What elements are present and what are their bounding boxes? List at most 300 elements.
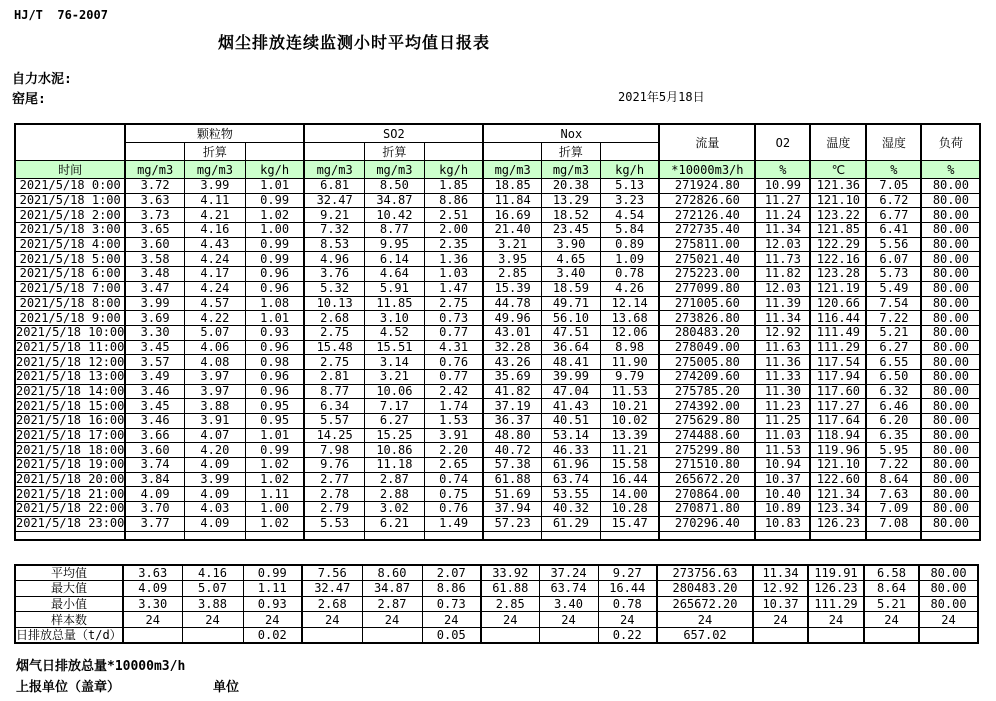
summary-value-cell: 24	[864, 612, 919, 628]
summary-value-cell: 24	[123, 612, 182, 628]
value-cell: 12.03	[755, 237, 810, 252]
value-cell: 3.21	[483, 237, 541, 252]
value-cell: 7.08	[866, 516, 921, 531]
time-cell: 2021/5/18 21:00	[16, 486, 125, 501]
summary-value-cell: 8.60	[362, 565, 422, 581]
empty-cell	[304, 531, 364, 540]
value-cell: 0.98	[245, 355, 304, 370]
value-cell: 271005.60	[659, 296, 755, 311]
value-cell: 10.28	[600, 502, 659, 517]
value-cell: 43.26	[483, 355, 541, 370]
value-cell: 5.84	[600, 223, 659, 238]
value-cell: 271510.80	[659, 458, 755, 473]
summary-value-cell: 63.74	[539, 581, 598, 597]
value-cell: 120.66	[810, 296, 866, 311]
summary-value-cell: 8.86	[422, 581, 481, 597]
value-cell: 121.10	[810, 193, 866, 208]
table-row	[15, 311, 980, 326]
value-cell: 1.36	[424, 252, 483, 267]
summary-value-cell: 5.07	[182, 581, 243, 597]
value-cell: 4.65	[541, 252, 600, 267]
value-cell: 1.47	[424, 281, 483, 296]
value-cell: 48.80	[483, 428, 541, 443]
value-cell: 80.00	[921, 252, 980, 267]
value-cell: 14.00	[600, 487, 659, 502]
table-row	[15, 565, 978, 581]
value-cell: 11.23	[755, 399, 810, 414]
value-cell: 4.52	[364, 325, 424, 340]
time-cell: 2021/5/18 15:00	[16, 398, 125, 413]
value-cell: 4.06	[184, 340, 245, 355]
value-cell: 8.53	[304, 237, 364, 252]
empty-cell	[245, 531, 304, 540]
value-cell: 117.60	[810, 384, 866, 399]
value-cell: 280483.20	[659, 325, 755, 340]
value-cell: 0.96	[245, 369, 304, 384]
value-cell: 47.51	[541, 325, 600, 340]
value-cell: 123.22	[810, 208, 866, 223]
value-cell: 4.11	[184, 193, 245, 208]
value-cell: 11.39	[755, 296, 810, 311]
value-cell: 11.30	[755, 384, 810, 399]
value-cell: 1.08	[245, 296, 304, 311]
value-cell: 4.09	[184, 458, 245, 473]
value-cell: 11.84	[483, 193, 541, 208]
value-cell: 6.77	[866, 208, 921, 223]
value-cell: 0.93	[245, 325, 304, 340]
value-cell: 47.04	[541, 384, 600, 399]
empty-cell	[755, 531, 810, 540]
value-cell: 20.38	[541, 179, 600, 194]
time-cell: 2021/5/18 11:00	[16, 340, 125, 354]
value-cell: 116.44	[810, 311, 866, 326]
value-cell: 6.72	[866, 193, 921, 208]
value-cell: 1.09	[600, 252, 659, 267]
value-cell: 4.03	[184, 502, 245, 517]
value-cell: 12.06	[600, 325, 659, 340]
value-cell: 4.24	[184, 252, 245, 267]
value-cell: 6.32	[866, 384, 921, 399]
value-cell: 1.85	[424, 179, 483, 194]
time-cell: 2021/5/18 4:00	[15, 237, 125, 252]
value-cell: 7.05	[866, 179, 921, 194]
value-cell: 56.10	[541, 311, 600, 326]
value-cell: 11.53	[600, 384, 659, 399]
value-cell: 0.73	[424, 311, 483, 326]
value-cell: 4.22	[184, 311, 245, 326]
summary-label-cell: 最小值	[15, 596, 123, 612]
col-header-flow: 流量	[659, 124, 755, 161]
value-cell: 8.98	[600, 340, 659, 355]
value-cell: 6.20	[866, 414, 921, 429]
summary-label-cell: 样本数	[15, 612, 123, 628]
table-row	[15, 428, 980, 443]
table-row	[15, 267, 980, 282]
value-cell: 6.35	[866, 428, 921, 443]
time-cell: 2021/5/18 5:00	[15, 252, 125, 267]
value-cell: 275005.80	[659, 355, 755, 370]
value-cell: 7.09	[866, 502, 921, 517]
unit-cell: *10000m3/h	[659, 161, 755, 179]
value-cell: 5.56	[866, 237, 921, 252]
value-cell: 6.21	[364, 516, 424, 531]
flue-gas-total-note: 烟气日排放总量*10000m3/h	[16, 659, 186, 674]
page-title: 烟尘排放连续监测小时平均值日报表	[218, 33, 491, 52]
value-cell: 4.09	[184, 487, 245, 502]
value-cell: 39.99	[541, 369, 600, 384]
summary-value-cell: 33.92	[481, 565, 539, 581]
empty-cell	[600, 531, 659, 540]
unit-cell: %	[755, 161, 810, 179]
summary-value-cell: 24	[753, 612, 808, 628]
value-cell: 3.23	[600, 193, 659, 208]
table-row	[15, 596, 978, 612]
value-cell: 46.33	[541, 443, 600, 458]
value-cell: 13.68	[600, 311, 659, 326]
value-cell: 48.41	[541, 355, 600, 370]
value-cell: 1.02	[245, 458, 304, 473]
summary-value-cell: 0.78	[598, 596, 657, 612]
summary-value-cell: 280483.20	[657, 581, 753, 597]
value-cell: 1.00	[245, 502, 304, 517]
value-cell: 8.64	[866, 472, 921, 487]
value-cell: 0.99	[245, 193, 304, 208]
summary-value-cell: 273756.63	[657, 565, 753, 581]
empty-cell	[364, 531, 424, 540]
col-header-humidity: 湿度	[866, 124, 921, 161]
empty-cell	[15, 531, 125, 540]
value-cell: 111.49	[810, 325, 866, 340]
value-cell: 3.14	[364, 355, 424, 370]
table-row	[15, 516, 980, 531]
summary-value-cell: 12.92	[753, 581, 808, 597]
value-cell: 0.74	[424, 472, 483, 487]
value-cell: 3.60	[125, 443, 184, 458]
value-cell: 0.75	[424, 487, 483, 502]
summary-value-cell	[302, 627, 362, 643]
value-cell: 10.94	[755, 458, 810, 473]
summary-value-cell: 265672.20	[657, 596, 753, 612]
unit-cell: mg/m3	[541, 161, 600, 179]
summary-value-cell: 2.07	[422, 565, 481, 581]
value-cell: 5.49	[866, 281, 921, 296]
value-cell: 275785.20	[659, 384, 755, 399]
value-cell: 15.39	[483, 281, 541, 296]
value-cell: 121.19	[810, 281, 866, 296]
summary-value-cell: 0.02	[243, 627, 302, 643]
value-cell: 80.00	[921, 472, 980, 487]
value-cell: 122.60	[810, 472, 866, 487]
value-cell: 10.86	[364, 443, 424, 458]
value-cell: 10.13	[304, 296, 364, 311]
value-cell: 3.40	[541, 267, 600, 282]
value-cell: 2.20	[424, 443, 483, 458]
value-cell: 1.01	[245, 428, 304, 443]
summary-value-cell: 80.00	[919, 581, 978, 597]
reporting-unit-label: 上报单位（盖章）	[16, 680, 121, 695]
table-row	[15, 325, 980, 340]
value-cell: 11.03	[755, 428, 810, 443]
summary-value-cell: 0.73	[422, 596, 481, 612]
value-cell: 10.02	[600, 414, 659, 429]
value-cell: 2.65	[424, 458, 483, 473]
value-cell: 4.31	[424, 340, 483, 355]
value-cell: 43.01	[483, 325, 541, 340]
value-cell: 80.00	[921, 399, 980, 414]
value-cell: 2.85	[483, 267, 541, 282]
value-cell: 5.13	[600, 179, 659, 194]
value-cell: 0.99	[245, 443, 304, 458]
summary-value-cell: 24	[182, 612, 243, 628]
value-cell: 40.51	[541, 414, 600, 429]
value-cell: 0.77	[424, 325, 483, 340]
value-cell: 2.88	[364, 487, 424, 502]
value-cell: 12.03	[755, 281, 810, 296]
time-cell: 2021/5/18 7:00	[15, 281, 125, 296]
table-row	[15, 223, 980, 238]
value-cell: 117.27	[810, 399, 866, 414]
table-row	[15, 458, 980, 473]
summary-value-cell: 126.23	[808, 581, 864, 597]
value-cell: 0.77	[424, 369, 483, 384]
value-cell: 3.99	[125, 296, 184, 311]
summary-value-cell: 657.02	[657, 627, 753, 643]
value-cell: 5.91	[364, 281, 424, 296]
value-cell: 15.25	[364, 428, 424, 443]
value-cell: 3.63	[125, 193, 184, 208]
value-cell: 80.00	[921, 369, 980, 384]
time-cell: 2021/5/18 23:00	[16, 516, 125, 531]
time-cell: 2021/5/18 14:00	[16, 384, 125, 398]
value-cell: 10.89	[755, 502, 810, 517]
value-cell: 80.00	[921, 355, 980, 370]
value-cell: 23.45	[541, 223, 600, 238]
value-cell: 278049.00	[659, 340, 755, 355]
summary-value-cell: 32.47	[302, 581, 362, 597]
summary-value-cell: 0.93	[243, 596, 302, 612]
value-cell: 18.52	[541, 208, 600, 223]
summary-label-cell: 日排放总量（t/d）	[16, 627, 122, 642]
unit-cell: kg/h	[600, 161, 659, 179]
value-cell: 4.17	[184, 267, 245, 282]
value-cell: 12.92	[755, 325, 810, 340]
value-cell: 3.48	[125, 267, 184, 282]
summary-value-cell: 24	[598, 612, 657, 628]
value-cell: 2.81	[304, 369, 364, 384]
table-row	[15, 487, 980, 502]
value-cell: 14.25	[304, 428, 364, 443]
value-cell: 7.54	[866, 296, 921, 311]
empty-row	[15, 531, 980, 540]
value-cell: 2.87	[364, 472, 424, 487]
value-cell: 80.00	[921, 502, 980, 517]
value-cell: 275299.80	[659, 443, 755, 458]
value-cell: 61.29	[541, 516, 600, 531]
value-cell: 11.63	[755, 340, 810, 355]
table-row	[15, 296, 980, 311]
value-cell: 273826.80	[659, 311, 755, 326]
value-cell: 16.44	[600, 472, 659, 487]
value-cell: 40.32	[541, 502, 600, 517]
value-cell: 2.75	[304, 355, 364, 370]
value-cell: 11.85	[364, 296, 424, 311]
value-cell: 10.06	[364, 384, 424, 399]
value-cell: 270296.40	[659, 516, 755, 531]
value-cell: 80.00	[921, 179, 980, 194]
summary-value-cell: 1.11	[243, 581, 302, 597]
value-cell: 53.55	[541, 487, 600, 502]
value-cell: 3.74	[125, 458, 184, 473]
value-cell: 4.54	[600, 208, 659, 223]
value-cell: 10.37	[755, 472, 810, 487]
value-cell: 274392.00	[659, 399, 755, 414]
header-units-row	[15, 161, 980, 179]
value-cell: 4.08	[184, 355, 245, 370]
summary-value-cell: 24	[808, 612, 864, 628]
summary-value-cell: 24	[481, 612, 539, 628]
value-cell: 5.07	[184, 325, 245, 340]
summary-value-cell: 6.58	[864, 565, 919, 581]
summary-value-cell: 11.34	[753, 565, 808, 581]
table-row	[15, 627, 978, 643]
value-cell: 80.00	[921, 267, 980, 282]
value-cell: 3.95	[483, 252, 541, 267]
value-cell: 13.39	[600, 428, 659, 443]
value-cell: 4.07	[184, 428, 245, 443]
summary-value-cell: 24	[539, 612, 598, 628]
value-cell: 3.99	[184, 179, 245, 194]
value-cell: 32.28	[483, 340, 541, 355]
value-cell: 0.96	[245, 267, 304, 282]
value-cell: 275629.80	[659, 414, 755, 429]
value-cell: 10.40	[755, 487, 810, 502]
value-cell: 6.81	[304, 179, 364, 194]
value-cell: 7.63	[866, 487, 921, 502]
value-cell: 16.69	[483, 208, 541, 223]
value-cell: 2.75	[304, 325, 364, 340]
value-cell: 6.46	[866, 399, 921, 414]
sub-header-blank	[600, 143, 659, 161]
sub-header-converted-so2: 折算	[364, 143, 424, 161]
time-cell: 2021/5/18 19:00	[16, 457, 125, 472]
value-cell: 0.78	[600, 267, 659, 282]
summary-value-cell: 24	[243, 612, 302, 628]
table-row	[15, 193, 980, 208]
empty-cell	[541, 531, 600, 540]
summary-value-cell	[864, 627, 919, 643]
value-cell: 32.47	[304, 193, 364, 208]
value-cell: 8.77	[304, 384, 364, 399]
value-cell: 11.36	[755, 355, 810, 370]
value-cell: 3.76	[304, 267, 364, 282]
value-cell: 117.94	[810, 369, 866, 384]
value-cell: 0.95	[245, 399, 304, 414]
value-cell: 0.76	[424, 355, 483, 370]
value-cell: 1.01	[245, 179, 304, 194]
value-cell: 11.25	[755, 414, 810, 429]
value-cell: 61.88	[483, 472, 541, 487]
value-cell: 1.49	[424, 516, 483, 531]
summary-value-cell	[123, 627, 182, 643]
unit-cell: mg/m3	[184, 161, 245, 179]
empty-cell	[659, 531, 755, 540]
table-header	[15, 124, 980, 179]
value-cell: 11.33	[755, 369, 810, 384]
table-row	[15, 581, 978, 597]
time-cell: 2021/5/18 13:00	[16, 369, 125, 384]
time-header: 时间	[15, 161, 125, 179]
value-cell: 80.00	[921, 325, 980, 340]
value-cell: 3.88	[184, 399, 245, 414]
value-cell: 51.69	[483, 487, 541, 502]
sub-header-converted-nox: 折算	[541, 143, 600, 161]
value-cell: 8.77	[364, 223, 424, 238]
summary-value-cell	[919, 627, 978, 643]
time-cell: 2021/5/18 2:00	[15, 208, 125, 223]
summary-value-cell: 0.05	[422, 627, 481, 643]
table-row	[15, 355, 980, 370]
summary-value-cell: 24	[919, 612, 978, 628]
value-cell: 13.29	[541, 193, 600, 208]
value-cell: 80.00	[921, 223, 980, 238]
value-cell: 63.74	[541, 472, 600, 487]
value-cell: 8.50	[364, 179, 424, 194]
value-cell: 8.86	[424, 193, 483, 208]
value-cell: 10.99	[755, 179, 810, 194]
table-row	[15, 472, 980, 487]
value-cell: 0.76	[424, 502, 483, 517]
value-cell: 80.00	[921, 458, 980, 473]
summary-table	[14, 564, 979, 644]
value-cell: 121.10	[810, 458, 866, 473]
value-cell: 123.34	[810, 502, 866, 517]
empty-cell	[184, 531, 245, 540]
value-cell: 9.79	[600, 369, 659, 384]
value-cell: 6.27	[866, 340, 921, 355]
value-cell: 3.45	[125, 340, 184, 355]
value-cell: 6.50	[866, 369, 921, 384]
value-cell: 275223.00	[659, 267, 755, 282]
value-cell: 1.01	[245, 311, 304, 326]
summary-value-cell	[753, 627, 808, 643]
table-row	[15, 252, 980, 267]
time-cell: 2021/5/18 20:00	[16, 472, 125, 487]
summary-value-cell: 4.09	[123, 581, 182, 597]
value-cell: 15.58	[600, 458, 659, 473]
time-header-spacer	[15, 124, 125, 161]
value-cell: 3.57	[125, 355, 184, 370]
value-cell: 270871.80	[659, 502, 755, 517]
time-cell: 2021/5/18 16:00	[16, 413, 125, 428]
value-cell: 2.42	[424, 384, 483, 399]
value-cell: 41.82	[483, 384, 541, 399]
col-header-load: 负荷	[921, 124, 980, 161]
table-row	[15, 399, 980, 414]
value-cell: 3.97	[184, 384, 245, 399]
value-cell: 122.29	[810, 237, 866, 252]
value-cell: 1.74	[424, 399, 483, 414]
value-cell: 265672.20	[659, 472, 755, 487]
value-cell: 1.02	[245, 516, 304, 531]
value-cell: 18.59	[541, 281, 600, 296]
value-cell: 9.95	[364, 237, 424, 252]
value-cell: 3.46	[125, 414, 184, 429]
summary-value-cell	[539, 627, 598, 643]
time-cell: 2021/5/18 17:00	[16, 428, 125, 443]
summary-value-cell: 2.87	[362, 596, 422, 612]
value-cell: 3.66	[125, 428, 184, 443]
summary-value-cell: 2.85	[481, 596, 539, 612]
